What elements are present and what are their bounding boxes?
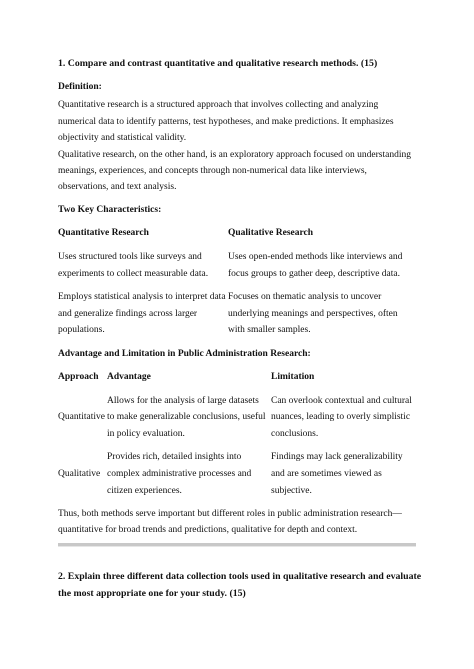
question-1-heading: 1. Compare and contrast quantitative and qualitative research methods. (15) — [58, 58, 378, 69]
definition-line: Qualitative research, on the other hand, is an exploratory approach focused on understanding — [58, 150, 411, 160]
characteristics-label: Two Key Characteristics: — [58, 205, 162, 215]
advantage-cell-line: to make generalizable conclusions, useful — [107, 412, 266, 422]
approach-cell: Quantitative — [58, 412, 105, 422]
question-2-heading-line: the most appropriate one for your study. (15) — [58, 588, 246, 599]
definition-line: observations, and text analysis. — [58, 182, 177, 192]
char-header-qualitative: Qualitative Research — [228, 228, 314, 238]
limitation-cell-line: conclusions. — [271, 429, 319, 439]
adv-header-advantage: Advantage — [107, 372, 151, 382]
char-cell-line: populations. — [58, 325, 105, 335]
adv-header-limitation: Limitation — [271, 372, 315, 382]
limitation-cell-line: subjective. — [271, 486, 312, 496]
char-cell-line: Uses structured tools like surveys and — [58, 252, 202, 262]
approach-cell: Qualitative — [58, 469, 101, 479]
char-cell-line: Uses open-ended methods like interviews and — [228, 252, 403, 262]
char-header-quantitative: Quantitative Research — [58, 228, 149, 238]
definition-line: Quantitative research is a structured approach that involves collecting and analyzing — [58, 100, 379, 110]
advantage-cell-line: citizen experiences. — [107, 486, 182, 496]
advantage-cell-line: in policy evaluation. — [107, 429, 185, 439]
limitation-cell-line: Findings may lack generalizability — [271, 452, 403, 462]
char-cell-line: Focuses on thematic analysis to uncover — [228, 292, 382, 302]
char-cell-line: and generalize findings across larger — [58, 309, 198, 319]
definition-line: meanings, experiences, and concepts through non-numerical data like interviews, — [58, 166, 367, 176]
section-divider — [58, 543, 416, 547]
limitation-cell-line: nuances, leading to overly simplistic — [271, 412, 411, 422]
limitation-cell-line: and are sometimes viewed as — [271, 469, 382, 479]
limitation-cell-line: Can overlook contextual and cultural — [271, 396, 412, 406]
definition-line: objectivity and statistical validity. — [58, 133, 187, 143]
adv-header-approach: Approach — [58, 372, 99, 382]
question-2-heading-line: 2. Explain three different data collection tools used in qualitative research and evaluate — [58, 571, 422, 582]
char-cell-line: experiments to collect measurable data. — [58, 269, 209, 279]
advantage-limitation-label: Advantage and Limitation in Public Administration Research: — [58, 349, 311, 359]
char-cell-line: underlying meanings and perspectives, often — [228, 309, 398, 319]
char-cell-line: Employs statistical analysis to interpret data — [58, 292, 226, 302]
conclusion-line: quantitative for broad trends and predictions, qualitative for depth and context. — [58, 525, 358, 535]
advantage-cell-line: Provides rich, detailed insights into — [107, 452, 242, 462]
definition-label: Definition: — [58, 82, 102, 92]
conclusion-line: Thus, both methods serve important but different roles in public administration research— — [58, 509, 402, 519]
advantage-cell-line: complex administrative processes and — [107, 469, 252, 479]
char-cell-line: focus groups to gather deep, descriptive data. — [228, 269, 400, 279]
char-cell-line: with smaller samples. — [228, 325, 311, 335]
definition-line: numerical data to identify patterns, test hypotheses, and make predictions. It emphasizes — [58, 117, 394, 127]
advantage-cell-line: Allows for the analysis of large datasets — [107, 396, 259, 406]
